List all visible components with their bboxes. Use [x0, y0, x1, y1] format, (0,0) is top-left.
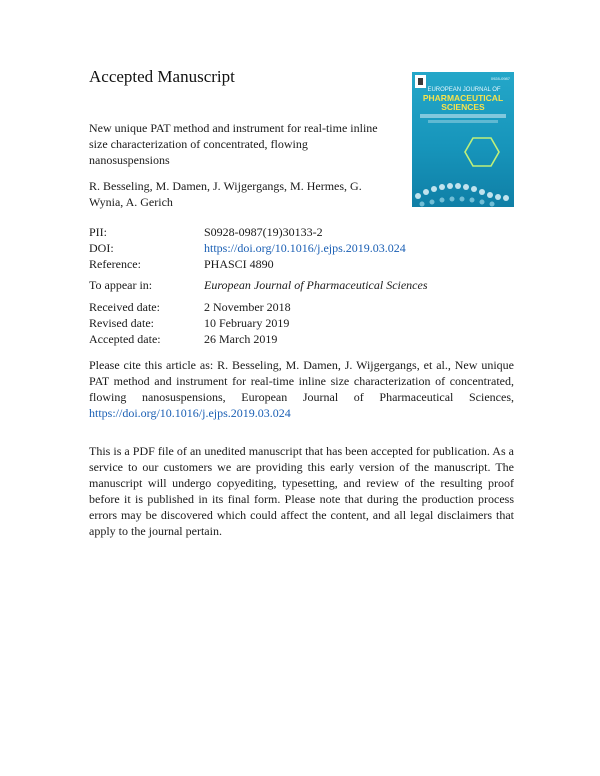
reference-value: PHASCI 4890 — [204, 257, 274, 271]
doi-link[interactable]: https://doi.org/10.1016/j.ejps.2019.03.024 — [204, 241, 406, 255]
received-label: Received date: — [89, 300, 160, 314]
citation-doi-link[interactable]: https://doi.org/10.1016/j.ejps.2019.03.024 — [89, 406, 291, 420]
citation-paragraph — [89, 357, 514, 421]
journal-cover-image — [412, 72, 514, 207]
cover-journal-title: PHARMACEUTICAL SCIENCES — [422, 93, 504, 112]
citation-text: Please cite this article as: R. Besseling, M. Damen, J. Wijgergangs, et al., New unique PAT method and instrument for real-time inline size characterization of concentrated, flowing nanosuspensions, European Journal of Pharmaceutical Sciences, — [89, 358, 514, 404]
reference-label: Reference: — [89, 257, 141, 271]
cover-pretitle: EUROPEAN JOURNAL OF — [427, 87, 501, 93]
cover-subtitle-bar-2 — [428, 120, 498, 123]
journal-name: European Journal of Pharmaceutical Sciences — [204, 278, 428, 292]
accepted-value: 26 March 2019 — [204, 332, 278, 346]
molecule-chain-icon — [412, 162, 514, 207]
received-value: 2 November 2018 — [204, 300, 291, 314]
disclaimer-paragraph: This is a PDF file of an unedited manuscript that has been accepted for publication. As a service to our customers we are providing this early version of the manuscript. The manuscript will undergo copyediting, typesetting, and review of the resulting proof before it is published in its final form. Please note that during the production process errors may be discovered which could affect the content, and all legal disclaimers that apply to the journal pertain. — [89, 444, 514, 538]
revised-value: 10 February 2019 — [204, 316, 290, 330]
accepted-label: Accepted date: — [89, 332, 161, 346]
pii-label: PII: — [89, 225, 107, 239]
pii-value: S0928-0987(19)30133-2 — [204, 225, 323, 239]
cover-subtitle-bar — [420, 114, 506, 118]
doi-label: DOI: — [89, 241, 114, 255]
author-list: R. Besseling, M. Damen, J. Wijgergangs, M. Hermes, G. Wynia, A. Gerich — [89, 179, 362, 209]
appear-label: To appear in: — [89, 278, 153, 292]
page-heading: Accepted Manuscript — [89, 67, 235, 86]
article-title: New unique PAT method and instrument for real-time inline size characterization of concentrated, flowing nanosuspensions — [89, 121, 378, 167]
revised-label: Revised date: — [89, 316, 154, 330]
cover-issn: 0928-0987 — [490, 76, 510, 81]
